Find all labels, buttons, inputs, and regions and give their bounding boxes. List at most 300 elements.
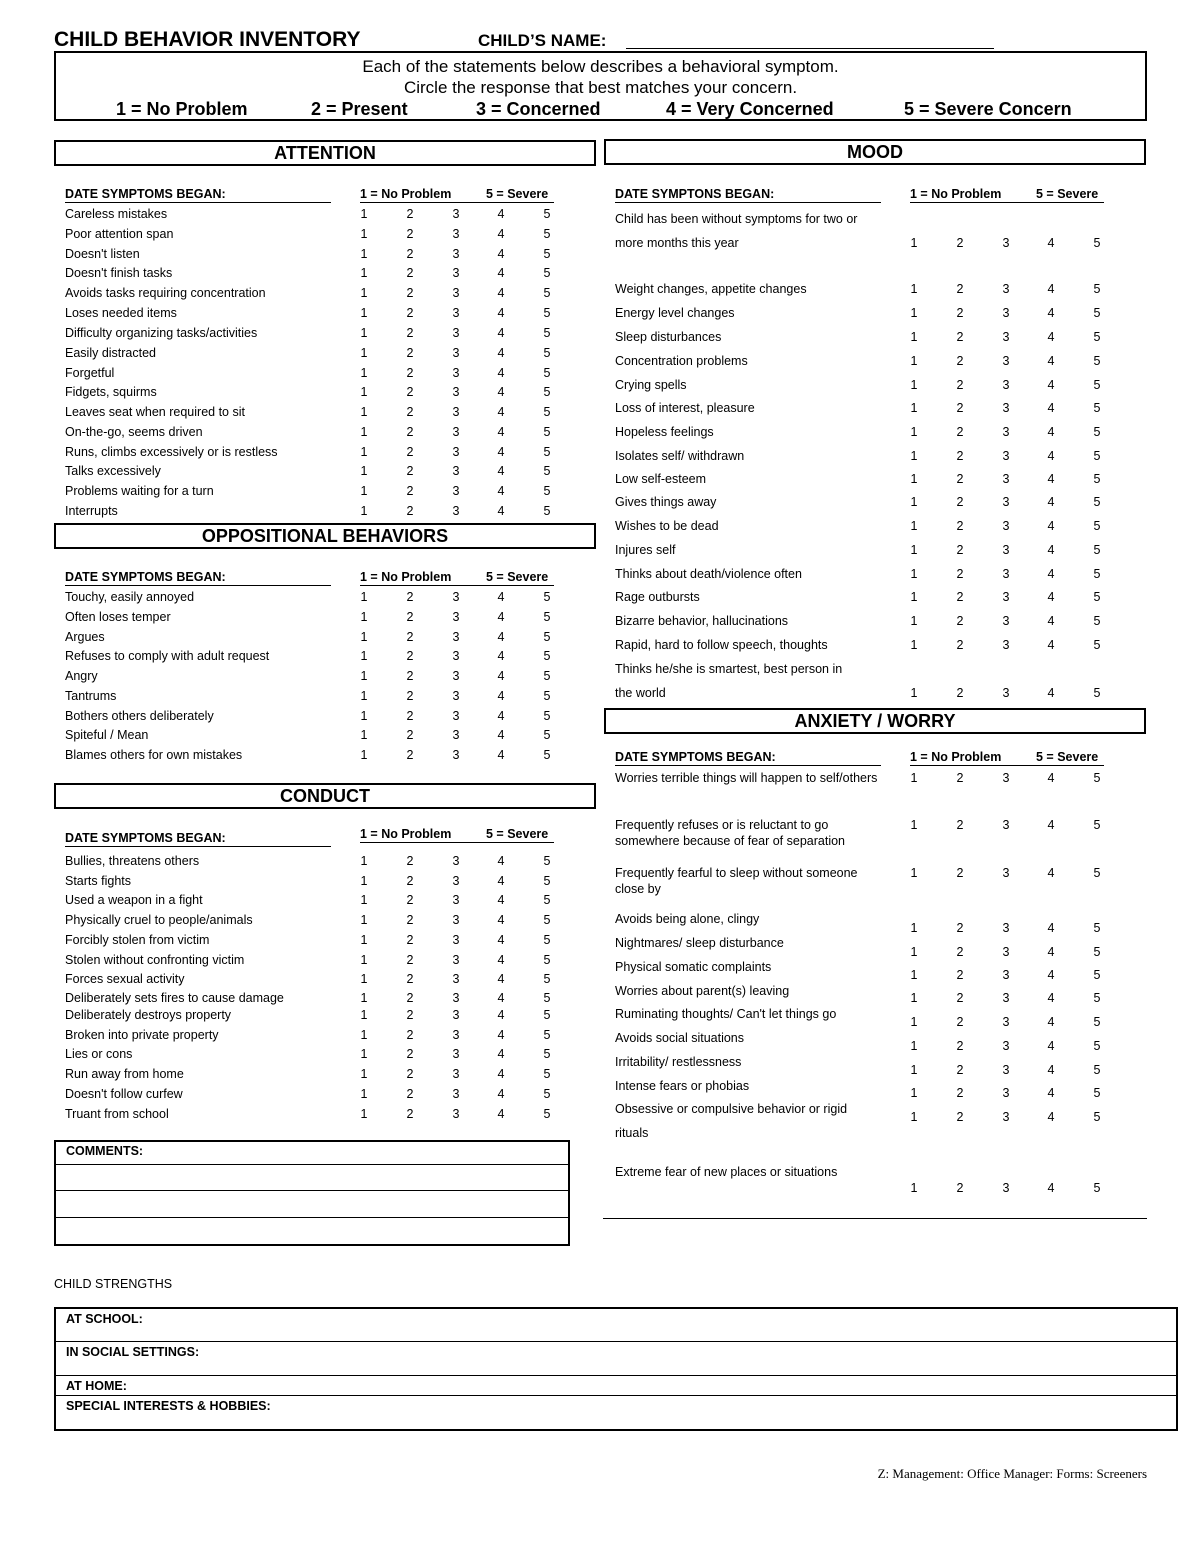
- rating-option-4[interactable]: 4: [1047, 866, 1055, 880]
- rating-option-1[interactable]: 1: [360, 972, 368, 986]
- rating-option-2[interactable]: 2: [956, 921, 964, 935]
- rating-option-5[interactable]: 5: [543, 913, 551, 927]
- rating-option-1[interactable]: 1: [360, 346, 368, 360]
- rating-option-2[interactable]: 2: [956, 945, 964, 959]
- rating-option-4[interactable]: 4: [1047, 1039, 1055, 1053]
- rating-option-5[interactable]: 5: [543, 366, 551, 380]
- rating-option-3[interactable]: 3: [452, 854, 460, 868]
- rating-option-4[interactable]: 4: [497, 728, 505, 742]
- rating-option-2[interactable]: 2: [956, 330, 964, 344]
- rating-option-4[interactable]: 4: [497, 385, 505, 399]
- rating-option-2[interactable]: 2: [956, 543, 964, 557]
- rating-option-4[interactable]: 4: [497, 247, 505, 261]
- rating-option-2[interactable]: 2: [956, 472, 964, 486]
- rating-option-3[interactable]: 3: [452, 689, 460, 703]
- rating-option-1[interactable]: 1: [360, 1107, 368, 1121]
- rating-option-1[interactable]: 1: [360, 893, 368, 907]
- rating-option-5[interactable]: 5: [1093, 638, 1101, 652]
- rating-option-4[interactable]: 4: [497, 991, 505, 1005]
- rating-option-1[interactable]: 1: [360, 874, 368, 888]
- rating-option-1[interactable]: 1: [910, 638, 918, 652]
- rating-option-1[interactable]: 1: [360, 306, 368, 320]
- rating-option-4[interactable]: 4: [497, 306, 505, 320]
- rating-option-5[interactable]: 5: [1093, 614, 1101, 628]
- rating-option-2[interactable]: 2: [406, 933, 414, 947]
- rating-option-2[interactable]: 2: [956, 567, 964, 581]
- rating-option-3[interactable]: 3: [1002, 818, 1010, 832]
- rating-option-2[interactable]: 2: [406, 385, 414, 399]
- rating-option-2[interactable]: 2: [956, 991, 964, 1005]
- rating-option-5[interactable]: 5: [1093, 354, 1101, 368]
- rating-option-5[interactable]: 5: [543, 893, 551, 907]
- rating-option-4[interactable]: 4: [1047, 425, 1055, 439]
- rating-option-3[interactable]: 3: [452, 247, 460, 261]
- rating-option-5[interactable]: 5: [1093, 1181, 1101, 1195]
- rating-option-2[interactable]: 2: [406, 728, 414, 742]
- rating-option-1[interactable]: 1: [910, 236, 918, 250]
- rating-option-1[interactable]: 1: [360, 709, 368, 723]
- rating-option-4[interactable]: 4: [1047, 991, 1055, 1005]
- rating-option-3[interactable]: 3: [1002, 590, 1010, 604]
- rating-option-4[interactable]: 4: [1047, 472, 1055, 486]
- rating-option-4[interactable]: 4: [1047, 968, 1055, 982]
- rating-option-5[interactable]: 5: [1093, 818, 1101, 832]
- rating-option-3[interactable]: 3: [1002, 378, 1010, 392]
- rating-option-3[interactable]: 3: [1002, 354, 1010, 368]
- rating-option-2[interactable]: 2: [406, 893, 414, 907]
- rating-option-1[interactable]: 1: [360, 689, 368, 703]
- rating-option-3[interactable]: 3: [1002, 567, 1010, 581]
- rating-option-5[interactable]: 5: [543, 346, 551, 360]
- rating-option-4[interactable]: 4: [497, 346, 505, 360]
- rating-option-3[interactable]: 3: [452, 326, 460, 340]
- rating-option-4[interactable]: 4: [1047, 1086, 1055, 1100]
- rating-option-5[interactable]: 5: [543, 1047, 551, 1061]
- rating-option-4[interactable]: 4: [497, 266, 505, 280]
- rating-option-4[interactable]: 4: [1047, 1181, 1055, 1195]
- rating-option-4[interactable]: 4: [497, 630, 505, 644]
- rating-option-4[interactable]: 4: [1047, 818, 1055, 832]
- rating-option-5[interactable]: 5: [1093, 945, 1101, 959]
- rating-option-1[interactable]: 1: [910, 945, 918, 959]
- rating-option-5[interactable]: 5: [543, 610, 551, 624]
- rating-option-2[interactable]: 2: [956, 686, 964, 700]
- rating-option-5[interactable]: 5: [543, 1087, 551, 1101]
- rating-option-3[interactable]: 3: [452, 933, 460, 947]
- rating-option-4[interactable]: 4: [497, 610, 505, 624]
- rating-option-3[interactable]: 3: [452, 728, 460, 742]
- rating-option-2[interactable]: 2: [406, 669, 414, 683]
- rating-option-4[interactable]: 4: [497, 854, 505, 868]
- rating-option-2[interactable]: 2: [956, 1039, 964, 1053]
- rating-option-1[interactable]: 1: [910, 968, 918, 982]
- rating-option-3[interactable]: 3: [1002, 282, 1010, 296]
- rating-option-4[interactable]: 4: [497, 326, 505, 340]
- rating-option-5[interactable]: 5: [1093, 425, 1101, 439]
- rating-option-2[interactable]: 2: [406, 207, 414, 221]
- rating-option-1[interactable]: 1: [910, 425, 918, 439]
- rating-option-5[interactable]: 5: [543, 207, 551, 221]
- rating-option-5[interactable]: 5: [543, 953, 551, 967]
- rating-option-4[interactable]: 4: [1047, 519, 1055, 533]
- rating-option-1[interactable]: 1: [360, 286, 368, 300]
- rating-option-2[interactable]: 2: [406, 874, 414, 888]
- rating-option-1[interactable]: 1: [360, 1087, 368, 1101]
- rating-option-2[interactable]: 2: [956, 378, 964, 392]
- rating-option-5[interactable]: 5: [543, 709, 551, 723]
- rating-option-4[interactable]: 4: [497, 590, 505, 604]
- rating-option-2[interactable]: 2: [956, 495, 964, 509]
- rating-option-4[interactable]: 4: [1047, 921, 1055, 935]
- rating-option-5[interactable]: 5: [1093, 330, 1101, 344]
- rating-option-4[interactable]: 4: [1047, 1063, 1055, 1077]
- rating-option-3[interactable]: 3: [452, 709, 460, 723]
- rating-option-1[interactable]: 1: [910, 519, 918, 533]
- rating-option-4[interactable]: 4: [497, 425, 505, 439]
- rating-option-3[interactable]: 3: [452, 913, 460, 927]
- rating-option-1[interactable]: 1: [360, 1008, 368, 1022]
- rating-option-5[interactable]: 5: [543, 385, 551, 399]
- rating-option-3[interactable]: 3: [452, 207, 460, 221]
- rating-option-4[interactable]: 4: [497, 972, 505, 986]
- rating-option-2[interactable]: 2: [406, 1047, 414, 1061]
- rating-option-3[interactable]: 3: [1002, 449, 1010, 463]
- rating-option-2[interactable]: 2: [956, 449, 964, 463]
- rating-option-5[interactable]: 5: [1093, 401, 1101, 415]
- rating-option-2[interactable]: 2: [406, 366, 414, 380]
- rating-option-1[interactable]: 1: [910, 306, 918, 320]
- rating-option-5[interactable]: 5: [543, 464, 551, 478]
- rating-option-1[interactable]: 1: [360, 630, 368, 644]
- rating-option-1[interactable]: 1: [910, 1039, 918, 1053]
- rating-option-5[interactable]: 5: [543, 689, 551, 703]
- rating-option-3[interactable]: 3: [452, 445, 460, 459]
- rating-option-3[interactable]: 3: [1002, 866, 1010, 880]
- rating-option-2[interactable]: 2: [956, 306, 964, 320]
- rating-option-1[interactable]: 1: [360, 464, 368, 478]
- rating-option-3[interactable]: 3: [1002, 425, 1010, 439]
- rating-option-4[interactable]: 4: [1047, 1015, 1055, 1029]
- rating-option-5[interactable]: 5: [1093, 495, 1101, 509]
- rating-option-5[interactable]: 5: [543, 590, 551, 604]
- rating-option-2[interactable]: 2: [406, 972, 414, 986]
- rating-option-4[interactable]: 4: [497, 1028, 505, 1042]
- rating-option-2[interactable]: 2: [406, 748, 414, 762]
- rating-option-2[interactable]: 2: [406, 590, 414, 604]
- rating-option-4[interactable]: 4: [497, 874, 505, 888]
- rating-option-4[interactable]: 4: [497, 1087, 505, 1101]
- rating-option-1[interactable]: 1: [360, 425, 368, 439]
- rating-option-3[interactable]: 3: [452, 1028, 460, 1042]
- rating-option-5[interactable]: 5: [543, 1008, 551, 1022]
- rating-option-4[interactable]: 4: [497, 366, 505, 380]
- rating-option-3[interactable]: 3: [1002, 401, 1010, 415]
- rating-option-3[interactable]: 3: [1002, 1063, 1010, 1077]
- rating-option-2[interactable]: 2: [956, 968, 964, 982]
- rating-option-5[interactable]: 5: [1093, 567, 1101, 581]
- rating-option-2[interactable]: 2: [406, 854, 414, 868]
- rating-option-3[interactable]: 3: [452, 227, 460, 241]
- rating-option-3[interactable]: 3: [452, 874, 460, 888]
- rating-option-3[interactable]: 3: [1002, 306, 1010, 320]
- rating-option-2[interactable]: 2: [406, 346, 414, 360]
- rating-option-3[interactable]: 3: [452, 484, 460, 498]
- rating-option-5[interactable]: 5: [1093, 543, 1101, 557]
- rating-option-3[interactable]: 3: [452, 266, 460, 280]
- rating-option-1[interactable]: 1: [360, 991, 368, 1005]
- rating-option-5[interactable]: 5: [1093, 306, 1101, 320]
- rating-option-3[interactable]: 3: [452, 385, 460, 399]
- rating-option-3[interactable]: 3: [452, 1107, 460, 1121]
- rating-option-2[interactable]: 2: [956, 771, 964, 785]
- rating-option-4[interactable]: 4: [1047, 495, 1055, 509]
- rating-option-3[interactable]: 3: [1002, 519, 1010, 533]
- rating-option-1[interactable]: 1: [910, 818, 918, 832]
- rating-option-1[interactable]: 1: [910, 449, 918, 463]
- rating-option-1[interactable]: 1: [910, 614, 918, 628]
- rating-option-4[interactable]: 4: [1047, 771, 1055, 785]
- rating-option-2[interactable]: 2: [406, 484, 414, 498]
- rating-option-3[interactable]: 3: [452, 306, 460, 320]
- rating-option-5[interactable]: 5: [1093, 590, 1101, 604]
- rating-option-4[interactable]: 4: [497, 933, 505, 947]
- rating-option-2[interactable]: 2: [406, 266, 414, 280]
- rating-option-4[interactable]: 4: [497, 207, 505, 221]
- rating-option-5[interactable]: 5: [543, 247, 551, 261]
- rating-option-5[interactable]: 5: [543, 649, 551, 663]
- rating-option-1[interactable]: 1: [360, 953, 368, 967]
- rating-option-2[interactable]: 2: [956, 1110, 964, 1124]
- rating-option-2[interactable]: 2: [956, 590, 964, 604]
- rating-option-2[interactable]: 2: [406, 464, 414, 478]
- rating-option-5[interactable]: 5: [1093, 1015, 1101, 1029]
- rating-option-3[interactable]: 3: [1002, 638, 1010, 652]
- rating-option-5[interactable]: 5: [543, 286, 551, 300]
- rating-option-4[interactable]: 4: [497, 1067, 505, 1081]
- rating-option-1[interactable]: 1: [910, 1015, 918, 1029]
- rating-option-2[interactable]: 2: [956, 866, 964, 880]
- rating-option-2[interactable]: 2: [406, 286, 414, 300]
- rating-option-5[interactable]: 5: [543, 630, 551, 644]
- rating-option-2[interactable]: 2: [406, 1087, 414, 1101]
- rating-option-3[interactable]: 3: [1002, 1181, 1010, 1195]
- rating-option-1[interactable]: 1: [360, 207, 368, 221]
- rating-option-2[interactable]: 2: [956, 282, 964, 296]
- rating-option-1[interactable]: 1: [360, 854, 368, 868]
- rating-option-2[interactable]: 2: [406, 1008, 414, 1022]
- rating-option-5[interactable]: 5: [543, 854, 551, 868]
- rating-option-3[interactable]: 3: [452, 669, 460, 683]
- rating-option-5[interactable]: 5: [1093, 519, 1101, 533]
- rating-option-1[interactable]: 1: [360, 590, 368, 604]
- rating-option-1[interactable]: 1: [360, 748, 368, 762]
- rating-option-4[interactable]: 4: [497, 286, 505, 300]
- rating-option-1[interactable]: 1: [360, 366, 368, 380]
- rating-option-5[interactable]: 5: [543, 669, 551, 683]
- rating-option-5[interactable]: 5: [543, 991, 551, 1005]
- comments-field[interactable]: [56, 1166, 568, 1246]
- rating-option-2[interactable]: 2: [406, 425, 414, 439]
- rating-option-5[interactable]: 5: [543, 1028, 551, 1042]
- rating-option-2[interactable]: 2: [956, 425, 964, 439]
- rating-option-3[interactable]: 3: [452, 425, 460, 439]
- rating-option-1[interactable]: 1: [360, 933, 368, 947]
- rating-option-1[interactable]: 1: [910, 567, 918, 581]
- rating-option-1[interactable]: 1: [910, 330, 918, 344]
- rating-option-2[interactable]: 2: [406, 709, 414, 723]
- rating-option-3[interactable]: 3: [1002, 1039, 1010, 1053]
- rating-option-3[interactable]: 3: [452, 953, 460, 967]
- rating-option-4[interactable]: 4: [1047, 378, 1055, 392]
- rating-option-2[interactable]: 2: [406, 227, 414, 241]
- rating-option-2[interactable]: 2: [406, 689, 414, 703]
- rating-option-2[interactable]: 2: [406, 405, 414, 419]
- rating-option-2[interactable]: 2: [406, 630, 414, 644]
- rating-option-3[interactable]: 3: [1002, 330, 1010, 344]
- rating-option-5[interactable]: 5: [1093, 378, 1101, 392]
- rating-option-4[interactable]: 4: [497, 893, 505, 907]
- rating-option-3[interactable]: 3: [452, 1067, 460, 1081]
- rating-option-4[interactable]: 4: [497, 464, 505, 478]
- rating-option-1[interactable]: 1: [360, 484, 368, 498]
- rating-option-2[interactable]: 2: [956, 1015, 964, 1029]
- rating-option-4[interactable]: 4: [497, 748, 505, 762]
- rating-option-1[interactable]: 1: [360, 1047, 368, 1061]
- rating-option-3[interactable]: 3: [1002, 968, 1010, 982]
- rating-option-4[interactable]: 4: [497, 709, 505, 723]
- rating-option-2[interactable]: 2: [406, 1028, 414, 1042]
- rating-option-3[interactable]: 3: [1002, 945, 1010, 959]
- rating-option-4[interactable]: 4: [1047, 567, 1055, 581]
- rating-option-1[interactable]: 1: [910, 495, 918, 509]
- rating-option-5[interactable]: 5: [1093, 472, 1101, 486]
- rating-option-3[interactable]: 3: [452, 610, 460, 624]
- rating-option-2[interactable]: 2: [956, 638, 964, 652]
- rating-option-4[interactable]: 4: [497, 1107, 505, 1121]
- rating-option-1[interactable]: 1: [910, 378, 918, 392]
- rating-option-1[interactable]: 1: [910, 1181, 918, 1195]
- rating-option-5[interactable]: 5: [543, 728, 551, 742]
- rating-option-3[interactable]: 3: [1002, 1086, 1010, 1100]
- rating-option-4[interactable]: 4: [497, 504, 505, 518]
- rating-option-1[interactable]: 1: [360, 247, 368, 261]
- rating-option-1[interactable]: 1: [360, 610, 368, 624]
- rating-option-5[interactable]: 5: [543, 227, 551, 241]
- rating-option-3[interactable]: 3: [1002, 472, 1010, 486]
- rating-option-4[interactable]: 4: [497, 669, 505, 683]
- rating-option-2[interactable]: 2: [956, 236, 964, 250]
- rating-option-1[interactable]: 1: [360, 504, 368, 518]
- rating-option-2[interactable]: 2: [406, 326, 414, 340]
- rating-option-2[interactable]: 2: [406, 649, 414, 663]
- rating-option-3[interactable]: 3: [452, 286, 460, 300]
- rating-option-1[interactable]: 1: [910, 472, 918, 486]
- rating-option-3[interactable]: 3: [452, 464, 460, 478]
- rating-option-3[interactable]: 3: [452, 1008, 460, 1022]
- rating-option-4[interactable]: 4: [1047, 614, 1055, 628]
- rating-option-5[interactable]: 5: [1093, 921, 1101, 935]
- rating-option-1[interactable]: 1: [910, 1110, 918, 1124]
- rating-option-1[interactable]: 1: [910, 590, 918, 604]
- rating-option-2[interactable]: 2: [406, 247, 414, 261]
- rating-option-1[interactable]: 1: [910, 354, 918, 368]
- rating-option-2[interactable]: 2: [956, 401, 964, 415]
- rating-option-3[interactable]: 3: [452, 1087, 460, 1101]
- rating-option-1[interactable]: 1: [360, 913, 368, 927]
- rating-option-4[interactable]: 4: [497, 227, 505, 241]
- rating-option-4[interactable]: 4: [1047, 590, 1055, 604]
- rating-option-2[interactable]: 2: [956, 1181, 964, 1195]
- rating-option-4[interactable]: 4: [497, 1047, 505, 1061]
- rating-option-5[interactable]: 5: [543, 425, 551, 439]
- rating-option-1[interactable]: 1: [910, 991, 918, 1005]
- rating-option-3[interactable]: 3: [452, 590, 460, 604]
- rating-option-4[interactable]: 4: [1047, 1110, 1055, 1124]
- rating-option-3[interactable]: 3: [1002, 1015, 1010, 1029]
- rating-option-5[interactable]: 5: [1093, 449, 1101, 463]
- rating-option-2[interactable]: 2: [956, 1063, 964, 1077]
- rating-option-3[interactable]: 3: [452, 1047, 460, 1061]
- rating-option-4[interactable]: 4: [1047, 686, 1055, 700]
- rating-option-4[interactable]: 4: [497, 953, 505, 967]
- rating-option-2[interactable]: 2: [406, 610, 414, 624]
- rating-option-3[interactable]: 3: [1002, 543, 1010, 557]
- rating-option-5[interactable]: 5: [543, 445, 551, 459]
- rating-option-5[interactable]: 5: [543, 1067, 551, 1081]
- rating-option-4[interactable]: 4: [497, 649, 505, 663]
- rating-option-2[interactable]: 2: [956, 1086, 964, 1100]
- rating-option-3[interactable]: 3: [1002, 1110, 1010, 1124]
- rating-option-5[interactable]: 5: [543, 484, 551, 498]
- rating-option-2[interactable]: 2: [406, 306, 414, 320]
- rating-option-1[interactable]: 1: [360, 1067, 368, 1081]
- rating-option-1[interactable]: 1: [910, 543, 918, 557]
- rating-option-1[interactable]: 1: [360, 227, 368, 241]
- rating-option-5[interactable]: 5: [1093, 771, 1101, 785]
- rating-option-1[interactable]: 1: [910, 282, 918, 296]
- rating-option-2[interactable]: 2: [406, 1067, 414, 1081]
- rating-option-2[interactable]: 2: [406, 953, 414, 967]
- rating-option-5[interactable]: 5: [543, 405, 551, 419]
- rating-option-5[interactable]: 5: [543, 972, 551, 986]
- rating-option-4[interactable]: 4: [1047, 945, 1055, 959]
- rating-option-3[interactable]: 3: [1002, 236, 1010, 250]
- rating-option-5[interactable]: 5: [543, 504, 551, 518]
- rating-option-4[interactable]: 4: [497, 913, 505, 927]
- rating-option-1[interactable]: 1: [360, 405, 368, 419]
- rating-option-1[interactable]: 1: [910, 921, 918, 935]
- rating-option-4[interactable]: 4: [1047, 236, 1055, 250]
- rating-option-2[interactable]: 2: [406, 913, 414, 927]
- rating-option-4[interactable]: 4: [497, 484, 505, 498]
- rating-option-4[interactable]: 4: [1047, 449, 1055, 463]
- rating-option-3[interactable]: 3: [452, 630, 460, 644]
- rating-option-3[interactable]: 3: [1002, 495, 1010, 509]
- rating-option-2[interactable]: 2: [406, 1107, 414, 1121]
- rating-option-3[interactable]: 3: [452, 366, 460, 380]
- rating-option-2[interactable]: 2: [406, 504, 414, 518]
- rating-option-1[interactable]: 1: [360, 326, 368, 340]
- rating-option-4[interactable]: 4: [497, 689, 505, 703]
- rating-option-5[interactable]: 5: [543, 933, 551, 947]
- rating-option-5[interactable]: 5: [1093, 991, 1101, 1005]
- rating-option-5[interactable]: 5: [1093, 968, 1101, 982]
- rating-option-1[interactable]: 1: [360, 1028, 368, 1042]
- rating-option-5[interactable]: 5: [543, 1107, 551, 1121]
- rating-option-5[interactable]: 5: [1093, 686, 1101, 700]
- rating-option-2[interactable]: 2: [956, 519, 964, 533]
- rating-option-5[interactable]: 5: [543, 748, 551, 762]
